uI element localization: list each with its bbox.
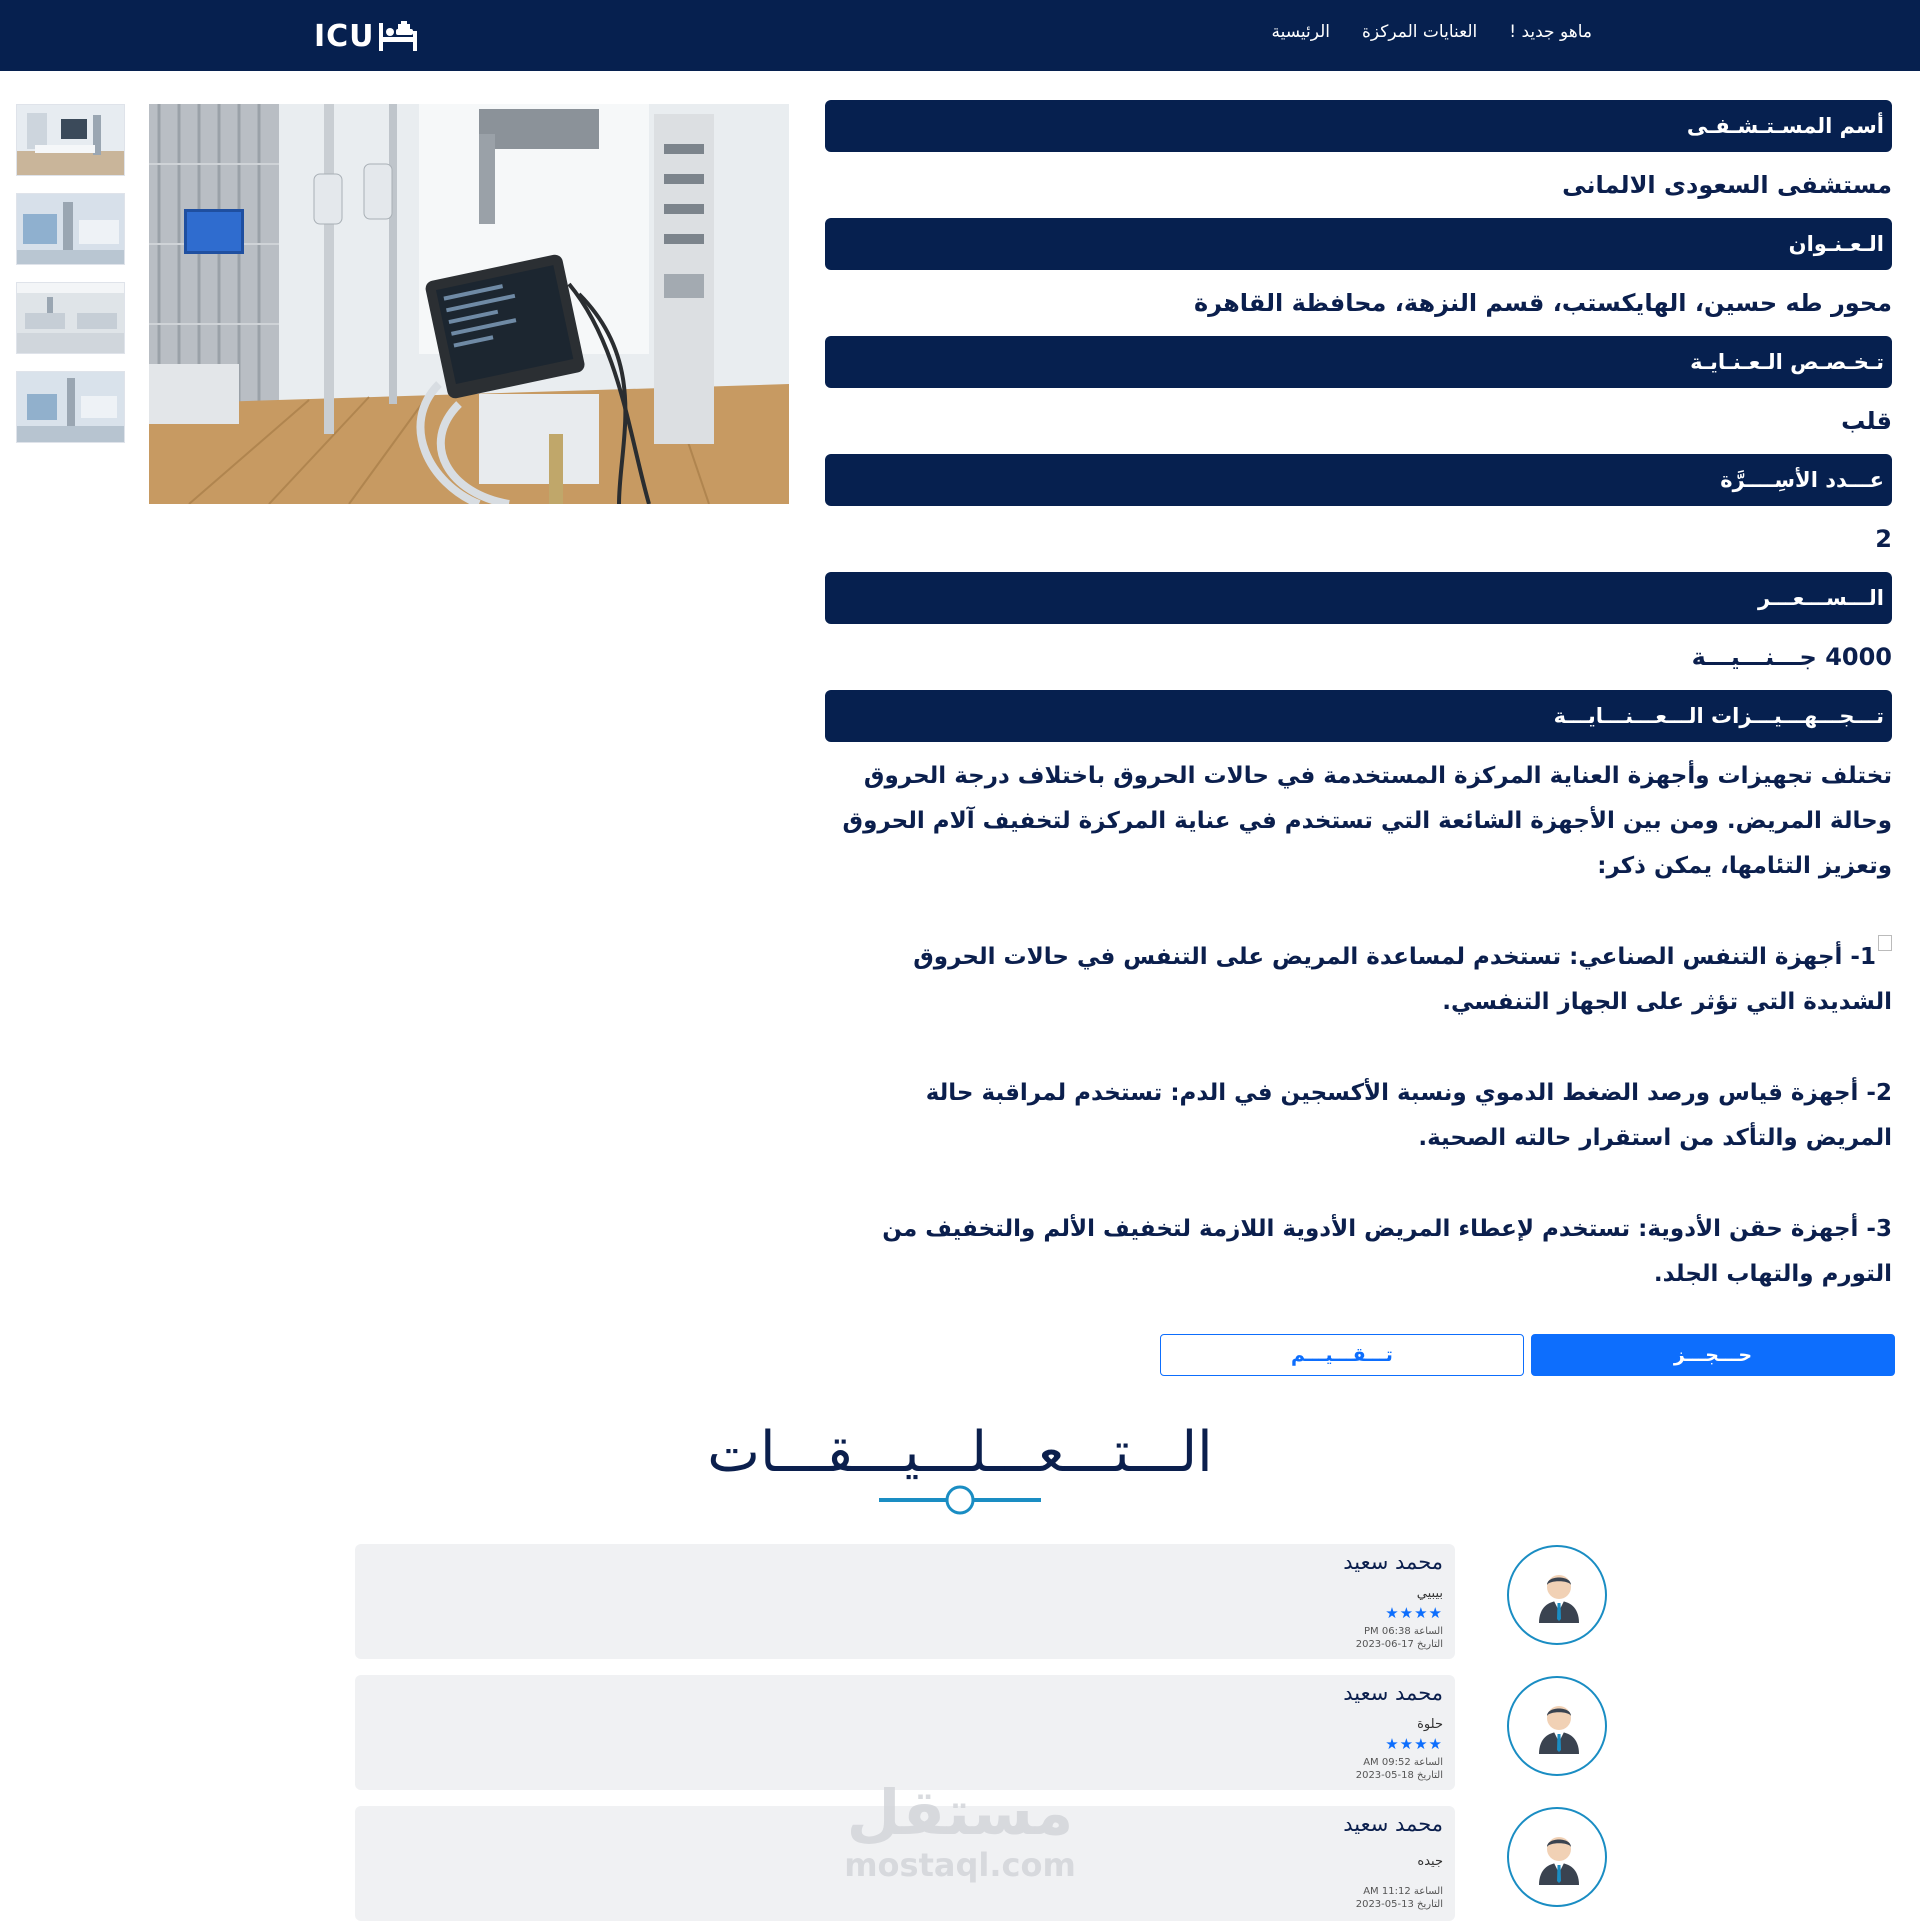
main-hospital-image <box>149 104 789 504</box>
price-header: الـــســـعـــر <box>825 572 1892 624</box>
nav-link-icus[interactable]: العنايات المركزة <box>1362 22 1478 42</box>
comments-title: الـــتـــعـــلـــيـــقـــات <box>707 1420 1213 1485</box>
equipment-item-1 <box>832 935 1892 1025</box>
comment-time: الساعة 06:38 PM <box>1364 1626 1443 1637</box>
equipment-header: تـــجـــهـــيـــزات الـــعـــنـــايـــة <box>825 690 1892 742</box>
avatar <box>1507 1676 1607 1776</box>
user-avatar-icon <box>1535 1702 1583 1754</box>
user-avatar-icon <box>1535 1571 1583 1623</box>
comment-time: الساعة 11:12 AM <box>1363 1886 1443 1897</box>
icu-details <box>825 100 1892 1343</box>
comment-text: جيده <box>1417 1854 1443 1869</box>
comment-date: التاريخ 18-05-2023 <box>1355 1770 1443 1781</box>
address-header: الـعـنـوان <box>825 218 1892 270</box>
broken-image-icon <box>1878 935 1892 951</box>
book-button[interactable]: حـــجـــز <box>1531 1334 1895 1376</box>
thumbnail-2[interactable] <box>16 193 125 265</box>
comment-author: محمد سعيد <box>1343 1681 1443 1705</box>
comment-text: بيبيي <box>1416 1586 1443 1601</box>
hospital-name-header: أسم المسـتـشـفـى <box>825 100 1892 152</box>
hospital-name-value: مستشفى السعودى الالمانى <box>1562 171 1892 199</box>
thumbnail-1[interactable] <box>16 104 125 176</box>
address-value: محور طه حسين، الهايكستب، قسم النزهة، محافظة القاهرة <box>1193 289 1892 317</box>
comment-author: محمد سعيد <box>1343 1812 1443 1836</box>
nav-link-whats-new[interactable]: ماهو جديد ! <box>1509 22 1592 42</box>
price-value: 4000 جـــنـــيـــة <box>1691 643 1892 671</box>
beds-value: 2 <box>1875 525 1892 553</box>
beds-header: عـــدد الأسِــــرَّة <box>825 454 1892 506</box>
watermark <box>840 1778 1080 1882</box>
navbar <box>0 0 1920 71</box>
thumbnail-3[interactable] <box>16 282 125 354</box>
equipment-description <box>832 742 1892 1297</box>
rate-button[interactable]: تـــقـــيـــم <box>1160 1334 1524 1376</box>
comment-card <box>355 1675 1455 1790</box>
comment-author: محمد سعيد <box>1343 1550 1443 1574</box>
specialty-value: قلب <box>1841 407 1892 435</box>
title-divider-icon <box>879 1484 1041 1516</box>
thumbnail-list <box>16 104 125 460</box>
star-icon: ★★★★ <box>1385 1604 1443 1622</box>
comment-date: التاريخ 17-06-2023 <box>1355 1639 1443 1650</box>
equipment-item-1-text: 1- أجهزة التنفس الصناعي: تستخدم لمساعدة المريض على التنفس في حالات الحروق الشديدة التي تؤثر على الجهاز التنفسي. <box>913 944 1892 1015</box>
specialty-header: تـخـصـص الـعـنـايـة <box>825 336 1892 388</box>
equipment-intro: تختلف تجهيزات وأجهزة العناية المركزة المستخدمة في حالات الحروق باختلاف درجة الحروق وحالة المريض. ومن بين الأجهزة الشائعة التي تستخدم في عناية المركزة لتخفيف آلام الحروق وتعزيز التئامها، يمكن ذكر: <box>842 763 1892 879</box>
equipment-item-3: 3- أجهزة حقن الأدوية: تستخدم لإعطاء المريض الأدوية اللازمة لتخفيف الألم والتخفيف من التورم والتهاب الجلد. <box>882 1216 1892 1287</box>
user-avatar-icon <box>1535 1833 1583 1885</box>
icu-bed-icon <box>377 19 421 53</box>
nav-link-home[interactable]: الرئيسية <box>1271 22 1331 42</box>
avatar <box>1507 1545 1607 1645</box>
site-logo[interactable] <box>314 14 421 58</box>
watermark-arabic: مستقل <box>846 1776 1074 1849</box>
logo-text: ICU <box>314 18 375 54</box>
equipment-item-2: 2- أجهزة قياس ورصد الضغط الدموي ونسبة الأكسجين في الدم: تستخدم لمراقبة حالة المريض والتأكد من استقرار حالته الصحية. <box>925 1080 1892 1151</box>
comment-date: التاريخ 13-05-2023 <box>1355 1899 1443 1910</box>
comment-text: حلوة <box>1417 1717 1443 1732</box>
star-icon: ★★★★ <box>1385 1735 1443 1753</box>
comment-time: الساعة 09:52 AM <box>1363 1757 1443 1768</box>
comment-card <box>355 1544 1455 1659</box>
avatar <box>1507 1807 1607 1907</box>
nav-links <box>1271 22 1592 42</box>
thumbnail-4[interactable] <box>16 371 125 443</box>
watermark-latin: mostaql.com <box>844 1846 1076 1884</box>
